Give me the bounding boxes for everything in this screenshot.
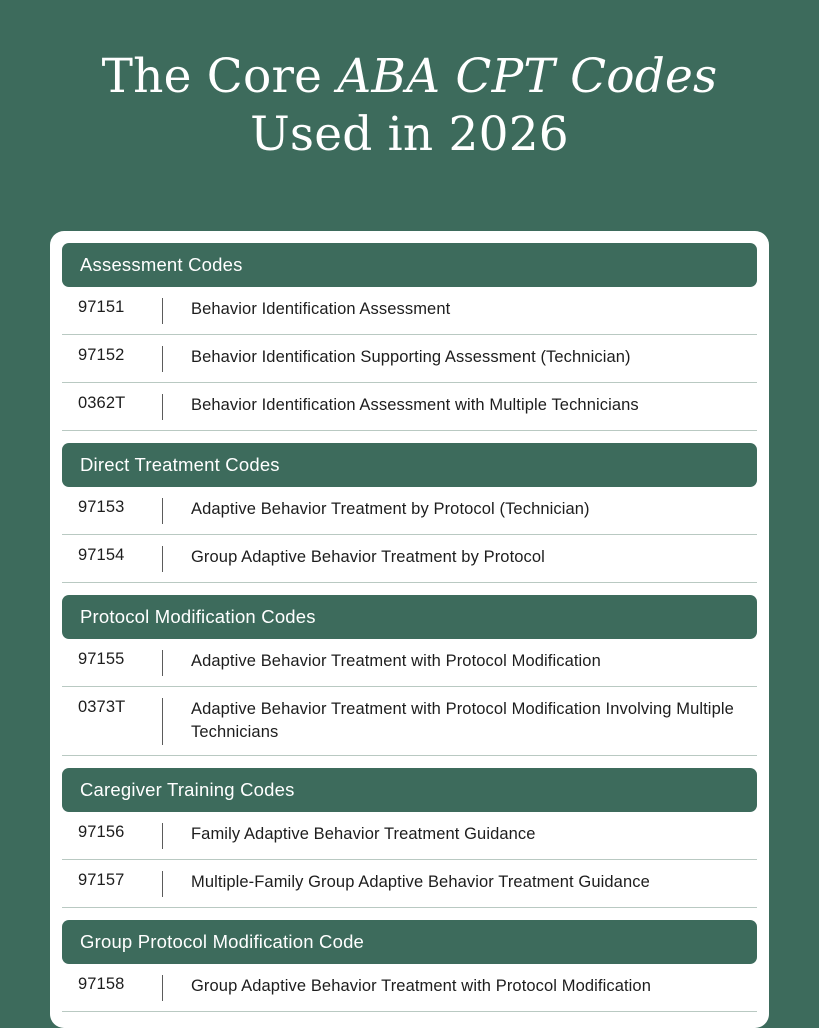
- cpt-code-table-card: [50, 231, 769, 1028]
- cpt-code-cell: 97156: [78, 822, 125, 841]
- cpt-description-cell: Behavior Identification Supporting Assessment (Technician): [191, 348, 631, 366]
- cpt-code-cell: 97155: [78, 650, 125, 668]
- title-line-1: [40, 48, 779, 106]
- section-rows: [62, 639, 757, 756]
- cpt-description-cell: Family Adaptive Behavior Treatment Guidance: [191, 824, 536, 843]
- cpt-description-cell: Group Adaptive Behavior Treatment with Protocol Modification: [191, 976, 651, 995]
- table-row: [62, 639, 757, 687]
- table-row: [62, 860, 757, 908]
- title-emphasis-text: ABA CPT Codes: [337, 49, 718, 104]
- cpt-description-cell: Behavior Identification Assessment: [191, 300, 451, 318]
- cpt-description-cell: Adaptive Behavior Treatment by Protocol (Technician): [191, 500, 590, 518]
- page-title: [0, 0, 819, 164]
- section-rows: [62, 964, 757, 1012]
- section-header: Caregiver Training Codes: [62, 768, 757, 812]
- cpt-description-cell: Adaptive Behavior Treatment with Protocol Modification Involving Multiple Technicians: [191, 700, 734, 742]
- cpt-code-cell: 97157: [78, 870, 125, 889]
- section-header: Direct Treatment Codes: [62, 443, 757, 487]
- cpt-description-cell: Adaptive Behavior Treatment with Protocol Modification: [191, 652, 601, 670]
- cpt-code-cell: 97154: [78, 546, 125, 564]
- sections-container: [50, 243, 769, 1012]
- cpt-code-cell: 97153: [78, 498, 125, 516]
- cpt-code-cell: 97152: [78, 346, 125, 364]
- title-line-2: Used in 2026: [250, 106, 569, 162]
- section-header: Assessment Codes: [62, 243, 757, 287]
- section-rows: [62, 487, 757, 583]
- cpt-description-cell: Behavior Identification Assessment with Multiple Technicians: [191, 396, 639, 414]
- table-row: [62, 287, 757, 335]
- cpt-code-cell: 0373T: [78, 698, 126, 716]
- table-row: [62, 487, 757, 535]
- table-row: [62, 335, 757, 383]
- title-plain-text: The Core: [101, 49, 338, 104]
- cpt-code-cell: 0362T: [78, 394, 126, 412]
- section-header: Protocol Modification Codes: [62, 595, 757, 639]
- table-row: [62, 964, 757, 1012]
- cpt-description-cell: Group Adaptive Behavior Treatment by Protocol: [191, 548, 545, 566]
- table-row: [62, 812, 757, 860]
- cpt-code-cell: 97158: [78, 974, 125, 993]
- section-rows: [62, 287, 757, 431]
- table-row: [62, 535, 757, 583]
- section-rows: [62, 812, 757, 908]
- table-row: [62, 383, 757, 431]
- table-row: [62, 687, 757, 756]
- cpt-code-cell: 97151: [78, 298, 125, 316]
- section-header: Group Protocol Modification Code: [62, 920, 757, 964]
- cpt-description-cell: Multiple-Family Group Adaptive Behavior Treatment Guidance: [191, 872, 650, 891]
